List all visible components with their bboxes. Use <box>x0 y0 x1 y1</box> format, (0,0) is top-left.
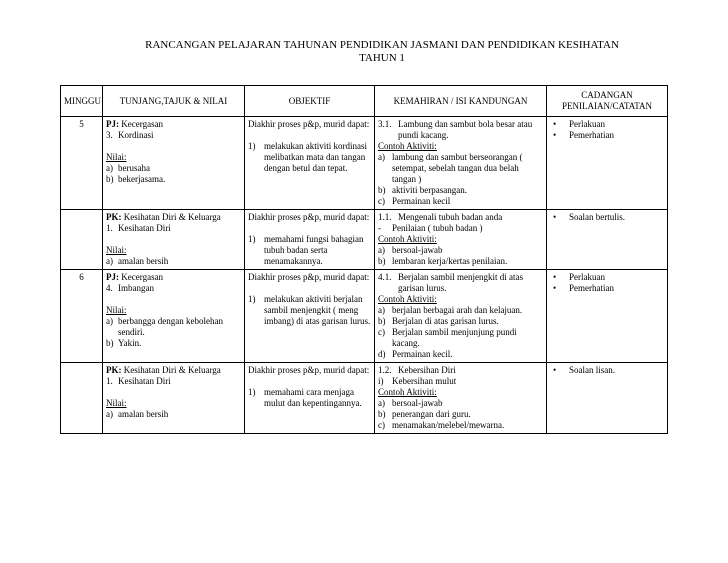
page-title: RANCANGAN PELAJARAN TAHUNAN PENDIDIKAN JASMANI DAN PENDIDIKAN KESIHATAN <box>145 39 619 51</box>
item-text: berusaha <box>118 163 150 173</box>
item-text: aktiviti berpasangan. <box>392 185 467 195</box>
tunjang-heading <box>106 365 241 376</box>
kemahiran-item <box>378 349 543 360</box>
cell-minggu: 6 <box>61 270 103 363</box>
item-number: c) <box>378 196 385 206</box>
item-text: melakukan aktiviti berjalan sambil menjengkit ( meng imbang) di atas garisan lurus. <box>264 294 371 326</box>
item-text: memahami cara menjaga mulut dan kepentingannya. <box>264 387 362 408</box>
kemahiran-item <box>378 223 543 234</box>
item-number: 3. <box>106 130 113 140</box>
item-text: Kordinasi <box>118 130 154 140</box>
nilai-item <box>106 409 241 420</box>
item-number: a) <box>378 245 385 255</box>
bullet-icon: • <box>553 365 557 375</box>
nilai-label: Nilai: <box>106 152 127 162</box>
cadangan-text: Pemerhatian <box>569 283 614 293</box>
kemahiran-item <box>378 256 543 267</box>
cadangan-text: Pemerhatian <box>569 130 614 140</box>
cell-kemahiran <box>375 270 547 363</box>
tunjang-prefix: PK: <box>106 212 122 222</box>
item-number: a) <box>378 305 385 315</box>
lesson-plan-table <box>60 85 668 434</box>
header-objektif: OBJEKTIF <box>245 86 375 117</box>
cadangan-list <box>550 365 664 376</box>
tunjang-topic: Kesihatan Diri & Keluarga <box>123 212 221 222</box>
item-text: Berjalan di atas garisan lurus. <box>392 316 499 326</box>
item-number: a) <box>106 409 113 419</box>
kemahiran-item <box>378 152 543 185</box>
objektif-intro: Diakhir proses p&p, murid dapat: <box>248 365 370 375</box>
cadangan-text: Soalan bertulis. <box>569 212 625 222</box>
kemahiran-item <box>378 119 543 141</box>
nilai-item <box>106 316 241 338</box>
item-text: amalan bersih <box>118 256 169 266</box>
bullet-icon: • <box>553 272 557 282</box>
item-number: b) <box>378 185 386 195</box>
contoh-aktiviti-label: Contoh Aktiviti: <box>378 141 437 151</box>
tunjang-item <box>106 130 241 141</box>
item-text: lambung dan sambut berseorangan ( setempat, sebelah tangan dua belah tangan ) <box>392 152 523 184</box>
tunjang-heading <box>106 119 241 130</box>
kemahiran-item <box>378 212 543 223</box>
kemahiran-item <box>378 398 543 409</box>
cadangan-item <box>550 283 664 294</box>
tunjang-topic: Kesihatan Diri & Keluarga <box>123 365 221 375</box>
contoh-aktiviti-label: Contoh Aktiviti: <box>378 234 437 244</box>
cell-objektif <box>245 363 375 434</box>
tunjang-topic: Kecergasan <box>121 272 164 282</box>
kemahiran-item <box>378 376 543 387</box>
item-number: 1) <box>248 141 256 151</box>
kemahiran-item <box>378 365 543 376</box>
item-text: bersoal-jawab <box>392 245 443 255</box>
item-number: a) <box>106 256 113 266</box>
cell-objektif <box>245 270 375 363</box>
cell-minggu <box>61 363 103 434</box>
contoh-aktiviti-label: Contoh Aktiviti: <box>378 294 437 304</box>
item-number: 1. <box>106 376 113 386</box>
item-number: 1) <box>248 387 256 397</box>
item-number: c) <box>378 420 385 430</box>
item-text: Yakin. <box>118 338 142 348</box>
item-number: a) <box>106 163 113 173</box>
tunjang-heading <box>106 212 241 223</box>
item-text: bekerjasama. <box>118 174 166 184</box>
item-text: menamakan/melebel/mewarna. <box>392 420 505 430</box>
table-row <box>61 270 668 363</box>
item-number: 1. <box>106 223 113 233</box>
nilai-label: Nilai: <box>106 305 127 315</box>
item-text: Lambung dan sambut bola besar atau pundi kacang. <box>398 119 533 140</box>
kemahiran-item <box>378 196 543 207</box>
cell-tunjang <box>103 210 245 270</box>
item-text: Permainan kecil <box>392 196 451 206</box>
item-number: 4.1. <box>378 272 392 282</box>
item-number: d) <box>378 349 386 359</box>
item-text: Permainan kecil. <box>392 349 453 359</box>
kemahiran-item <box>378 185 543 196</box>
cell-objektif <box>245 210 375 270</box>
item-number: c) <box>378 327 385 337</box>
cadangan-item <box>550 365 664 376</box>
table-row <box>61 363 668 434</box>
kemahiran-item <box>378 272 543 294</box>
cell-cadangan <box>547 210 668 270</box>
header-tunjang: TUNJANG,TAJUK & NILAI <box>103 86 245 117</box>
cell-objektif <box>245 117 375 210</box>
header-cadangan: CADANGAN PENILAIAN/CATATAN <box>547 86 668 117</box>
cell-minggu <box>61 210 103 270</box>
item-number: a) <box>378 152 385 162</box>
table-row <box>61 117 668 210</box>
tunjang-prefix: PK: <box>106 365 122 375</box>
contoh-aktiviti-label: Contoh Aktiviti: <box>378 387 437 397</box>
kemahiran-item <box>378 327 543 349</box>
item-text: Penilaian ( tubuh badan ) <box>392 223 483 233</box>
cell-kemahiran <box>375 117 547 210</box>
cell-minggu: 5 <box>61 117 103 210</box>
nilai-item <box>106 338 241 349</box>
item-number: i) <box>378 376 384 386</box>
cell-kemahiran <box>375 210 547 270</box>
item-number: b) <box>106 174 114 184</box>
cell-tunjang <box>103 270 245 363</box>
kemahiran-item <box>378 245 543 256</box>
cell-cadangan <box>547 117 668 210</box>
cell-cadangan <box>547 363 668 434</box>
tunjang-heading <box>106 272 241 283</box>
objektif-item <box>248 294 371 327</box>
cadangan-list <box>550 119 664 141</box>
objektif-item <box>248 387 371 409</box>
tunjang-item <box>106 223 241 234</box>
table-row <box>61 210 668 270</box>
item-text: memahami fungsi bahagian tubuh badan serta menamakannya. <box>264 234 364 266</box>
cadangan-item <box>550 212 664 223</box>
cadangan-text: Soalan lisan. <box>569 365 615 375</box>
item-number: - <box>378 223 381 233</box>
item-text: penerangan dari guru. <box>392 409 471 419</box>
objektif-intro: Diakhir proses p&p, murid dapat: <box>248 212 370 222</box>
item-text: berbangga dengan kebolehan sendiri. <box>118 316 223 337</box>
bullet-icon: • <box>553 283 557 293</box>
cadangan-text: Perlakuan <box>569 119 605 129</box>
item-text: bersoal-jawab <box>392 398 443 408</box>
tunjang-item <box>106 283 241 294</box>
item-number: 1.1. <box>378 212 392 222</box>
cadangan-item <box>550 272 664 283</box>
nilai-label: Nilai: <box>106 398 127 408</box>
objektif-item <box>248 234 371 267</box>
objektif-intro: Diakhir proses p&p, murid dapat: <box>248 272 370 282</box>
nilai-item <box>106 174 241 185</box>
kemahiran-item <box>378 420 543 431</box>
header-kemahiran: KEMAHIRAN / ISI KANDUNGAN <box>375 86 547 117</box>
tunjang-prefix: PJ: <box>106 272 119 282</box>
kemahiran-item <box>378 316 543 327</box>
cadangan-item <box>550 130 664 141</box>
item-text: Kesihatan Diri <box>118 223 171 233</box>
item-text: Kesihatan Diri <box>118 376 171 386</box>
cell-kemahiran <box>375 363 547 434</box>
item-text: melakukan aktiviti kordinasi melibatkan mata dan tangan dengan betul dan tepat. <box>264 141 367 173</box>
item-text: Kebersihan mulut <box>392 376 457 386</box>
kemahiran-item <box>378 409 543 420</box>
header-minggu: MINGGU <box>61 86 103 117</box>
item-number: 1.2. <box>378 365 392 375</box>
item-number: 3.1. <box>378 119 392 129</box>
item-number: b) <box>378 256 386 266</box>
bullet-icon: • <box>553 212 557 222</box>
bullet-icon: • <box>553 119 557 129</box>
item-text: lembaran kerja/kertas penilaian. <box>392 256 508 266</box>
objektif-intro: Diakhir proses p&p, murid dapat: <box>248 119 370 129</box>
tunjang-item <box>106 376 241 387</box>
item-number: b) <box>378 409 386 419</box>
item-text: Berjalan sambil menjunjung pundi kacang. <box>392 327 517 348</box>
bullet-icon: • <box>553 130 557 140</box>
item-text: Imbangan <box>118 283 154 293</box>
item-text: Mengenali tubuh badan anda <box>398 212 503 222</box>
item-number: 1) <box>248 234 256 244</box>
cadangan-item <box>550 119 664 130</box>
objektif-item <box>248 141 371 174</box>
header-row <box>61 86 668 117</box>
kemahiran-item <box>378 305 543 316</box>
nilai-item <box>106 256 241 267</box>
item-text: amalan bersih <box>118 409 169 419</box>
page-subtitle: TAHUN 1 <box>359 52 405 64</box>
item-number: a) <box>378 398 385 408</box>
item-number: b) <box>378 316 386 326</box>
item-text: berjalan berbagai arah dan kelajuan. <box>392 305 523 315</box>
item-number: b) <box>106 338 114 348</box>
nilai-label: Nilai: <box>106 245 127 255</box>
cadangan-list <box>550 272 664 294</box>
cell-cadangan <box>547 270 668 363</box>
tunjang-prefix: PJ: <box>106 119 119 129</box>
item-text: Berjalan sambil menjengkit di atas garisan lurus. <box>398 272 523 293</box>
cell-tunjang <box>103 363 245 434</box>
cadangan-text: Perlakuan <box>569 272 605 282</box>
item-number: 1) <box>248 294 256 304</box>
cell-tunjang <box>103 117 245 210</box>
tunjang-topic: Kecergasan <box>121 119 164 129</box>
item-number: a) <box>106 316 113 326</box>
cadangan-list <box>550 212 664 223</box>
nilai-item <box>106 163 241 174</box>
item-text: Kebersihan Diri <box>398 365 456 375</box>
item-number: 4. <box>106 283 113 293</box>
